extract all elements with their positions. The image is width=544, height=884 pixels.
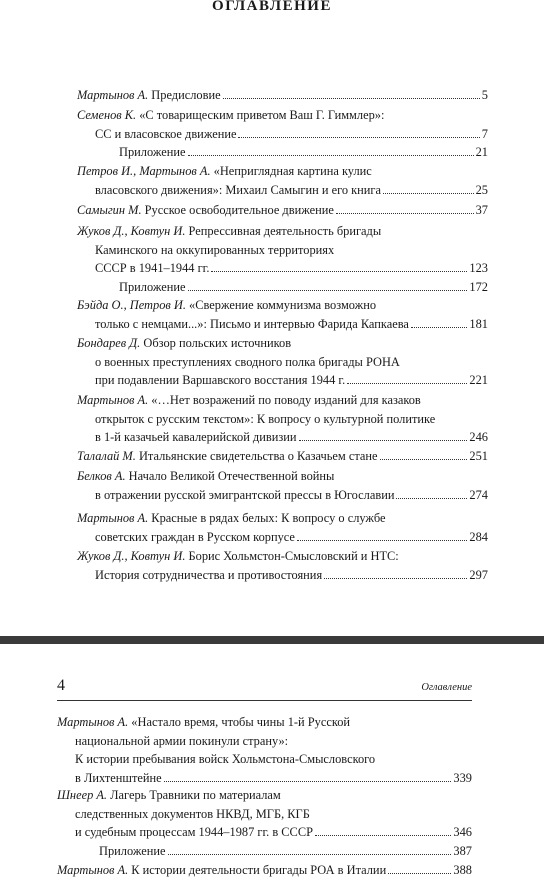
page-number: 4	[57, 677, 65, 694]
entry-title: Красные в рядах белых: К вопросу о службе	[148, 511, 386, 525]
page-ref: 221	[469, 373, 488, 387]
entry-text	[57, 861, 386, 880]
dot-leader	[223, 86, 480, 99]
entry-title: Каминского на оккупированных территориях	[95, 242, 335, 257]
entry-text	[75, 807, 310, 821]
entry-title: Приложение	[119, 279, 186, 294]
entry-title: при подавлении Варшавского восстания 1944 г.	[95, 373, 346, 387]
toc-entry	[77, 547, 488, 584]
entry-title: Репрессивная деятельность бригады	[185, 224, 382, 238]
toc-line	[77, 241, 488, 260]
entry-title: следственных документов НКВД, МГБ, КГБ	[75, 806, 310, 821]
page-ref: 387	[453, 843, 472, 858]
toc-line	[57, 861, 472, 880]
entry-text	[77, 393, 421, 407]
toc-entry	[77, 391, 488, 447]
page-ref: 388	[453, 863, 472, 877]
entry-title: Русское освободительное движение	[141, 203, 334, 217]
toc-entry	[77, 106, 488, 162]
entry-text	[95, 566, 322, 585]
entry-author: Талалай М.	[77, 449, 136, 463]
entry-author: Белков А.	[77, 469, 126, 483]
entry-author: Мартынов А.	[57, 863, 129, 877]
toc-entry	[77, 467, 488, 504]
entry-text	[77, 336, 291, 350]
entry-author: Мартынов А.	[77, 511, 149, 525]
dot-leader	[388, 861, 451, 874]
entry-title: Приложение	[99, 843, 166, 858]
page-ref: 246	[469, 430, 488, 444]
entry-title: Обзор польских источников	[140, 336, 292, 350]
entry-author: Жуков Д., Ковтун И.	[77, 549, 186, 563]
entry-title: Итальянские свидетельства о Казачьем стане	[135, 449, 378, 463]
entry-title: «Неприглядная картина кулис	[210, 164, 372, 178]
dot-leader	[164, 769, 452, 782]
toc-entry	[77, 201, 488, 220]
dot-leader	[238, 125, 479, 138]
dot-leader	[299, 428, 468, 441]
entry-text	[77, 549, 399, 563]
toc-line	[77, 566, 488, 585]
entry-title: в Лихтенштейне	[75, 770, 162, 785]
entry-text	[77, 201, 334, 220]
entry-text	[57, 715, 350, 729]
entry-text	[95, 486, 394, 505]
page-ref: 284	[469, 529, 488, 544]
entry-text	[77, 108, 384, 122]
entry-text	[95, 259, 209, 278]
toc-entry	[77, 296, 488, 333]
entry-title: советских граждан в Русском корпусе	[95, 529, 295, 544]
toc-line	[77, 296, 488, 315]
toc-line	[77, 125, 488, 144]
dot-leader	[297, 528, 467, 541]
entry-author: Мартынов А.	[77, 393, 149, 407]
entry-text	[99, 842, 166, 861]
page-title: ОГЛАВЛЕНИЕ	[212, 0, 332, 14]
toc-entry	[57, 786, 472, 860]
entry-text	[95, 428, 297, 447]
entry-title: СС и власовское движение	[95, 126, 237, 141]
entry-text	[57, 788, 281, 802]
page-ref: 21	[475, 145, 488, 159]
entry-text	[75, 752, 375, 766]
toc-line	[77, 106, 488, 125]
page-ref: 274	[469, 487, 488, 502]
entry-text	[77, 511, 385, 525]
toc-line	[77, 201, 488, 220]
toc-line	[77, 143, 488, 162]
toc-line	[77, 315, 488, 334]
toc-line	[77, 181, 488, 200]
dot-leader	[324, 566, 467, 579]
entry-author: Мартынов А.	[77, 88, 149, 102]
dot-leader	[188, 143, 474, 156]
entry-text	[119, 143, 186, 162]
toc-page-bottom	[0, 644, 544, 884]
toc-line	[77, 391, 488, 410]
toc-line	[77, 410, 488, 429]
page-separator	[0, 636, 544, 644]
page-ref: 5	[481, 88, 488, 102]
entry-text	[95, 355, 400, 369]
entry-title: и судебным процессам 1944–1987 гг. в СССР	[75, 825, 313, 839]
entry-title: в отражении русской эмигрантской прессы в Югославии	[95, 487, 395, 502]
toc-line	[77, 334, 488, 353]
entry-title: национальной армии покинули страну»:	[75, 733, 289, 748]
toc-line	[77, 259, 488, 278]
entry-text	[95, 412, 435, 426]
entry-author: Бэйда О., Петров И.	[77, 298, 186, 312]
entry-text	[77, 224, 381, 238]
entry-text	[95, 371, 345, 390]
page-ref: 25	[475, 182, 488, 197]
page-ref: 346	[453, 825, 472, 839]
entry-author: Мартынов А.	[57, 715, 129, 729]
entry-title: «…Нет возражений по поводу изданий для казаков	[148, 393, 421, 407]
dot-leader	[188, 278, 468, 291]
entry-text	[95, 181, 381, 200]
entry-author: Петров И., Мартынов А.	[77, 164, 211, 178]
page-ref: 297	[469, 567, 488, 582]
entry-title: Лагерь Травники по материалам	[107, 788, 281, 802]
entry-title: История сотрудничества и противостояния	[95, 567, 323, 582]
dot-leader	[315, 823, 451, 836]
dot-leader	[336, 201, 474, 214]
toc-line	[57, 750, 472, 769]
entry-text	[75, 769, 162, 788]
page-ref: 37	[475, 203, 488, 217]
entry-text	[77, 86, 221, 105]
entry-author: Шнеер А.	[57, 788, 108, 802]
toc-line	[77, 162, 488, 181]
toc-line	[77, 509, 488, 528]
dot-leader	[411, 315, 467, 328]
toc-line	[77, 486, 488, 505]
entry-author: Бондарев Д.	[77, 336, 141, 350]
dot-leader	[380, 447, 468, 460]
toc-line	[77, 371, 488, 390]
entry-text	[77, 447, 378, 466]
toc-line	[57, 823, 472, 842]
dot-leader	[168, 842, 452, 855]
dot-leader	[211, 259, 467, 272]
toc-line	[57, 713, 472, 732]
toc-line	[57, 769, 472, 788]
toc-entry	[77, 334, 488, 390]
page-ref: 123	[469, 261, 488, 275]
toc-line	[77, 447, 488, 466]
dot-leader	[383, 181, 474, 194]
toc-line	[57, 842, 472, 861]
entry-title: Приложение	[119, 145, 186, 159]
entry-text	[77, 298, 376, 312]
entry-title: «Свержение коммунизма возможно	[185, 298, 377, 312]
entry-text	[95, 315, 409, 334]
toc-entry	[77, 86, 488, 105]
entry-text	[77, 164, 372, 178]
toc-line	[77, 528, 488, 547]
toc-entry	[77, 509, 488, 546]
entry-text	[95, 125, 236, 144]
header-rule	[57, 700, 472, 701]
toc-line	[77, 222, 488, 241]
entry-title: в 1-й казачьей кавалерийской дивизии	[95, 430, 297, 444]
page-ref: 181	[469, 316, 488, 331]
entry-title: «Настало время, чтобы чины 1-й Русской	[128, 715, 351, 729]
toc-entry	[57, 861, 472, 880]
entry-title: Борис Хольмстон-Смысловский и НТС:	[185, 549, 399, 563]
entry-title: Начало Великой Отечественной войны	[125, 469, 335, 483]
entry-text	[75, 823, 313, 842]
toc-entry	[77, 222, 488, 296]
entry-title: К истории деятельности бригады РОА в Италии	[128, 863, 387, 877]
dot-leader	[396, 486, 467, 499]
dot-leader	[347, 371, 467, 384]
page-ref: 172	[469, 279, 488, 294]
entry-title: СССР в 1941–1944 гг.	[95, 261, 210, 275]
toc-entry	[77, 447, 488, 466]
entry-text	[95, 528, 295, 547]
entry-title: открыток с русским текстом»: К вопросу о культурной политике	[95, 411, 436, 426]
entry-text	[77, 469, 334, 483]
entry-author: Семенов К.	[77, 108, 137, 122]
toc-line	[57, 732, 472, 751]
toc-line	[77, 278, 488, 297]
entry-title: власовского движения»: Михаил Самыгин и его книга	[95, 182, 381, 197]
toc-line	[77, 467, 488, 486]
running-head: Оглавление	[421, 682, 472, 693]
entry-text	[75, 734, 288, 748]
toc-line	[57, 786, 472, 805]
toc-line	[77, 86, 488, 105]
page-ref: 7	[481, 126, 488, 141]
entry-title: только с немцами...»: Письмо и интервью Фарида Капкаева	[95, 316, 409, 331]
toc-entry	[57, 713, 472, 787]
toc-line	[77, 428, 488, 447]
entry-text	[119, 278, 186, 297]
page-ref: 339	[453, 770, 472, 785]
entry-title: о военных преступлениях сводного полка бригады РОНА	[95, 354, 400, 369]
entry-title: Предисловие	[148, 88, 221, 102]
page-ref: 251	[469, 449, 488, 463]
entry-author: Жуков Д., Ковтун И.	[77, 224, 186, 238]
entry-title: «С товарищеским приветом Ваш Г. Гиммлер»:	[136, 108, 385, 122]
toc-entry	[77, 162, 488, 199]
entry-author: Самыгин М.	[77, 203, 142, 217]
toc-line	[57, 805, 472, 824]
entry-text	[95, 243, 334, 257]
entry-title: К истории пребывания войск Хольмстона-Смысловского	[75, 752, 376, 766]
toc-line	[77, 547, 488, 566]
toc-line	[77, 353, 488, 372]
